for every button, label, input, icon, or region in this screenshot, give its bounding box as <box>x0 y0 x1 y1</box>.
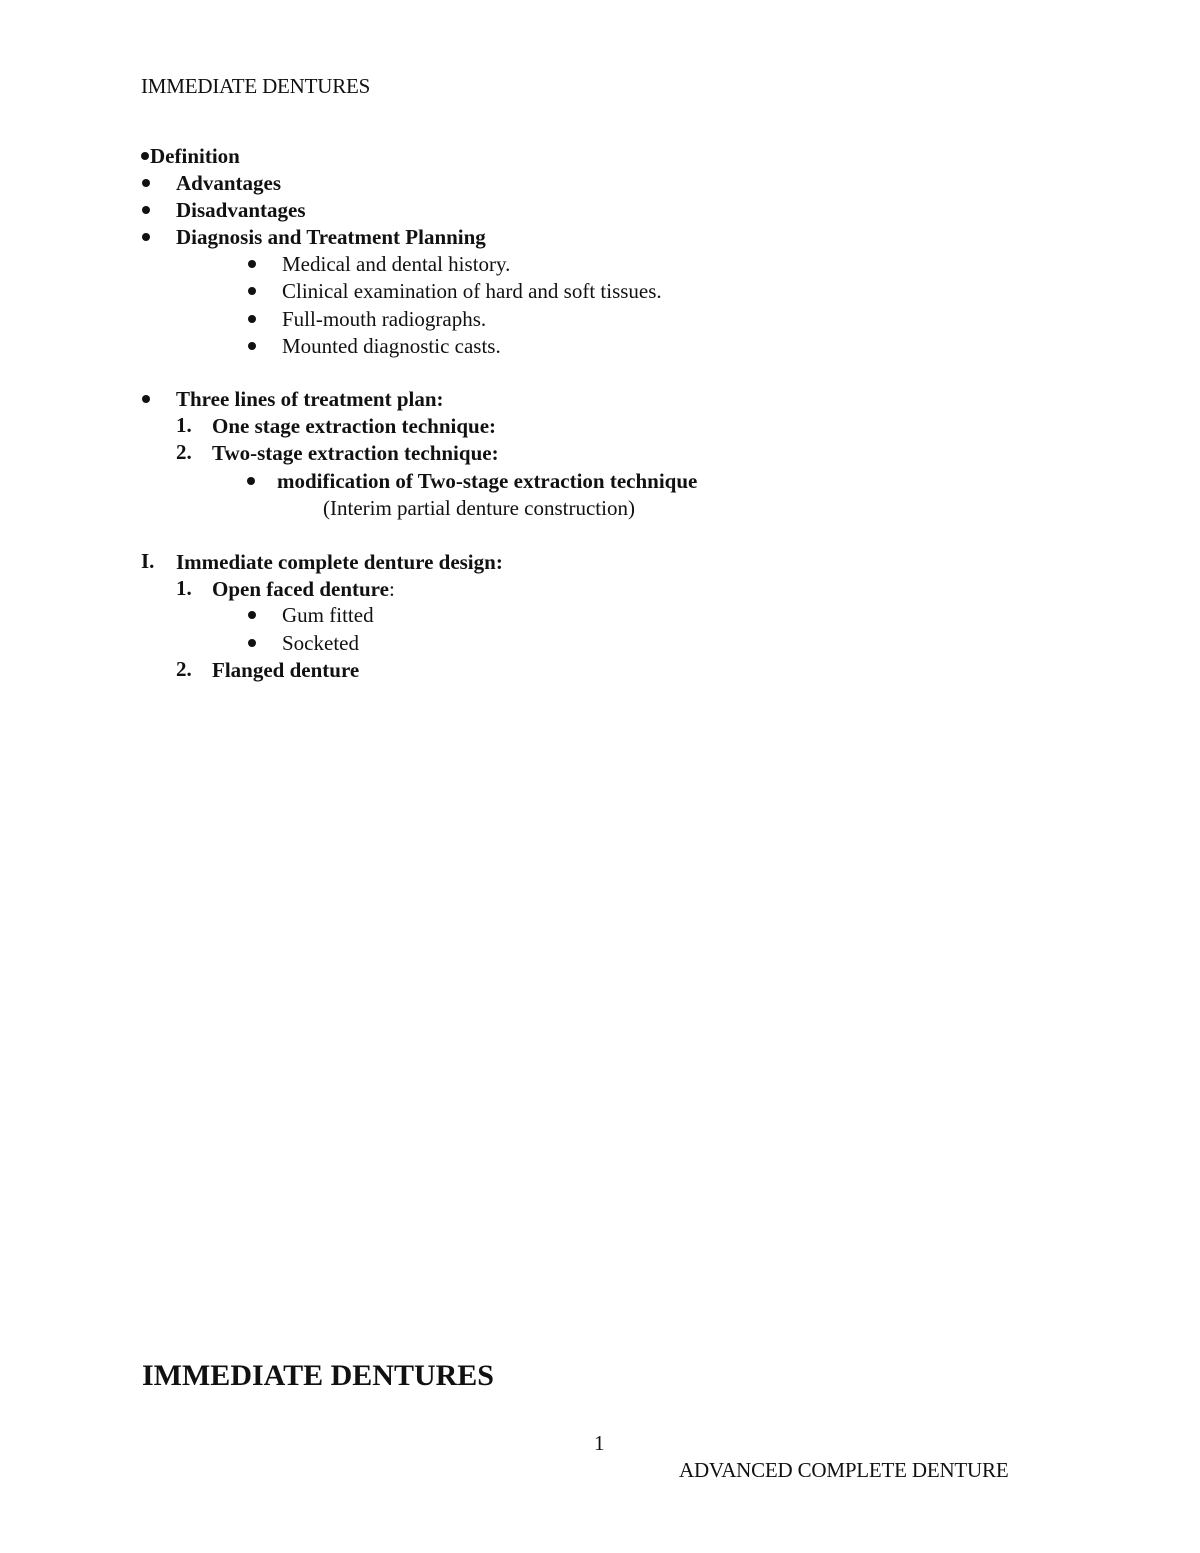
outline-definition: Definition <box>150 144 240 168</box>
outline-three-lines: Three lines of treatment plan: <box>176 387 444 411</box>
plan-modification: modification of Two-stage extraction technique <box>277 469 698 493</box>
list-number: 2. <box>176 440 192 464</box>
plan-two-stage: Two-stage extraction technique: <box>212 441 499 465</box>
design-title: Immediate complete denture design: <box>176 550 503 574</box>
open-faced-colon: : <box>388 577 395 601</box>
outline-diagnosis: Diagnosis and Treatment Planning <box>176 225 486 249</box>
bullet-icon <box>248 287 256 295</box>
list-number: 1. <box>176 413 192 437</box>
open-faced-label: Open faced denture <box>212 577 389 601</box>
diagnosis-item: Mounted diagnostic casts. <box>282 334 501 358</box>
design-flanged: Flanged denture <box>212 658 360 682</box>
outline-advantages: Advantages <box>176 171 282 195</box>
outline-disadvantages: Disadvantages <box>176 198 306 222</box>
running-header: IMMEDIATE DENTURES <box>141 74 371 98</box>
plan-one-stage: One stage extraction technique: <box>212 414 497 438</box>
diagnosis-item: Clinical examination of hard and soft tissues. <box>282 279 662 303</box>
list-number: 1. <box>176 576 192 600</box>
bullet-icon <box>248 342 256 350</box>
list-number: 2. <box>176 657 192 681</box>
bullet-icon <box>248 260 256 268</box>
bottom-title: IMMEDIATE DENTURES <box>142 1359 494 1392</box>
bullet-icon <box>248 639 256 647</box>
bullet-icon <box>142 233 150 241</box>
open-faced-item: Socketed <box>282 631 359 655</box>
bullet-icon <box>141 152 149 160</box>
bullet-icon <box>142 179 150 187</box>
page-number: 1 <box>594 1431 605 1455</box>
section-numeral: I. <box>141 549 155 573</box>
design-open-faced <box>212 576 395 603</box>
bullet-icon <box>248 611 256 619</box>
footer-text: ADVANCED COMPLETE DENTURE <box>679 1458 1009 1482</box>
bullet-icon <box>142 395 150 403</box>
diagnosis-item: Medical and dental history. <box>282 252 511 276</box>
open-faced-item: Gum fitted <box>282 603 374 627</box>
diagnosis-item: Full-mouth radiographs. <box>282 307 487 331</box>
bullet-icon <box>247 477 255 485</box>
bullet-icon <box>142 206 150 214</box>
modification-note: (Interim partial denture construction) <box>323 496 635 520</box>
bullet-icon <box>248 315 256 323</box>
